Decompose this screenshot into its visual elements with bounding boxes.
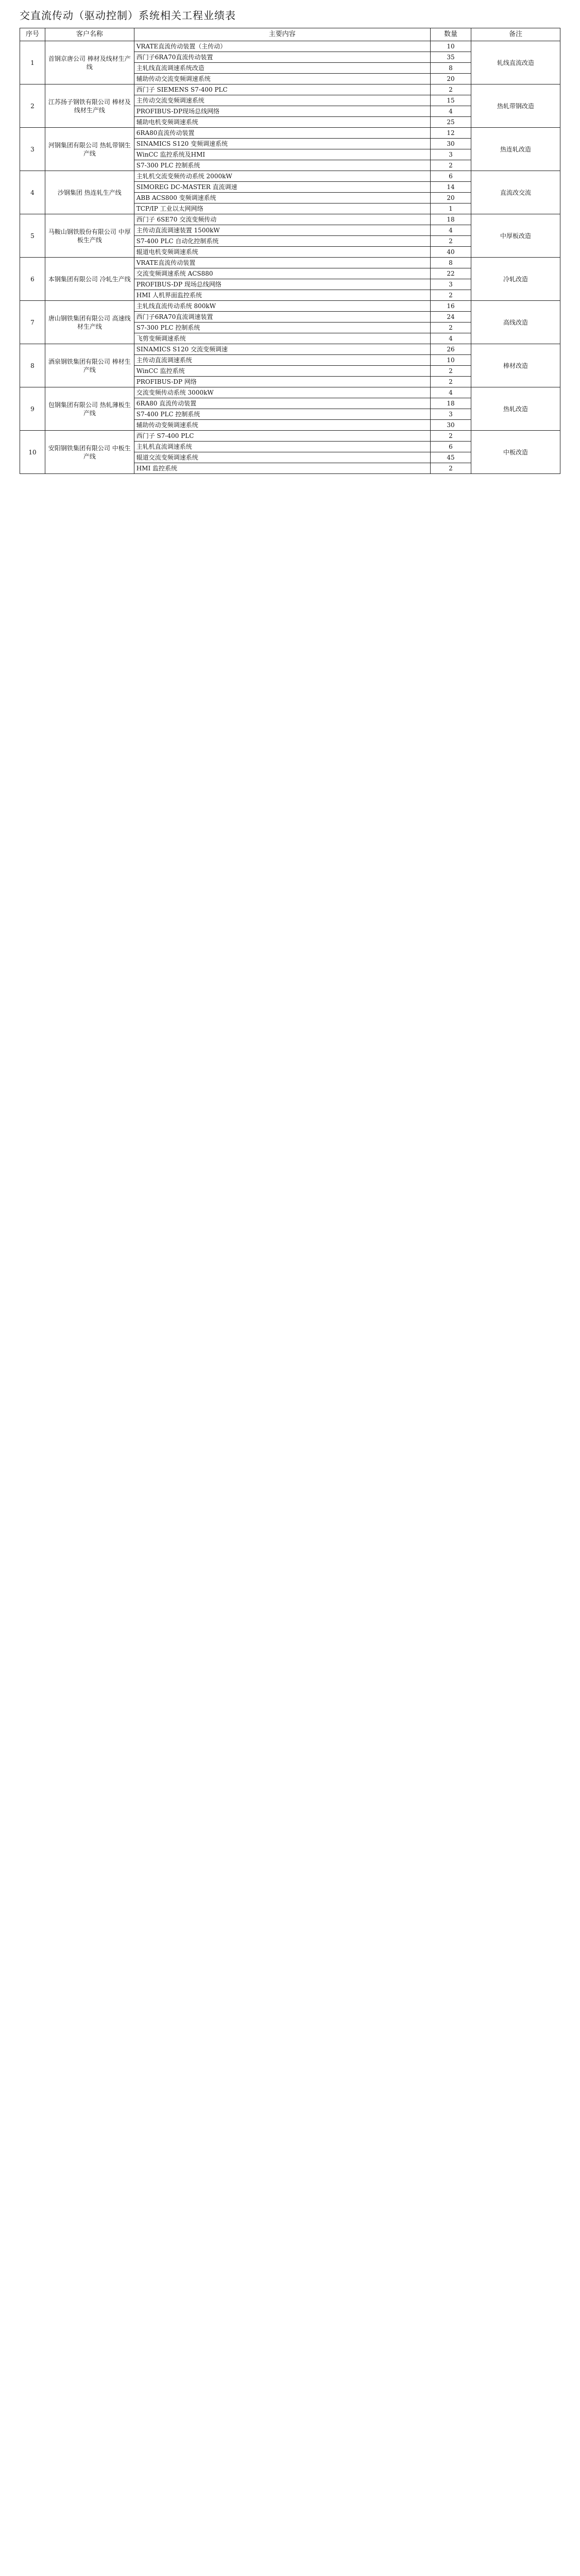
table-header-row	[20, 28, 560, 41]
note-cell: 直流改交流	[471, 171, 560, 214]
quantity-cell: 4	[430, 225, 471, 236]
content-cell: SINAMICS S120 变频调速系统	[134, 139, 430, 149]
content-cell: HMI 监控系统	[134, 463, 430, 474]
header-no: 序号	[20, 28, 45, 41]
content-cell: 6RA80直流传动装置	[134, 128, 430, 139]
quantity-cell: 14	[430, 182, 471, 193]
content-cell: 辊道交流变频调速系统	[134, 452, 430, 463]
content-cell: 辅助传动变频调速系统	[134, 420, 430, 431]
table-row	[20, 41, 560, 52]
customer-name: 包钢集团有限公司 热轧薄板生产线	[45, 387, 134, 431]
content-cell: 西门子6RA70直流传动装置	[134, 52, 430, 63]
content-cell: VRATE直流传动装置（主传动）	[134, 41, 430, 52]
row-number: 10	[20, 431, 45, 474]
customer-name: 马鞍山钢铁股份有限公司 中厚板生产线	[45, 214, 134, 258]
content-cell: WinCC 监控系统及HMI	[134, 149, 430, 160]
quantity-cell: 2	[430, 366, 471, 377]
quantity-cell: 25	[430, 117, 471, 128]
row-number: 6	[20, 258, 45, 301]
quantity-cell: 12	[430, 128, 471, 139]
quantity-cell: 30	[430, 139, 471, 149]
quantity-cell: 30	[430, 420, 471, 431]
content-cell: VRATE直流传动装置	[134, 258, 430, 268]
content-cell: S7-400 PLC 自动化控制系统	[134, 236, 430, 247]
note-cell: 高线改造	[471, 301, 560, 344]
table-row	[20, 84, 560, 95]
note-cell: 冷轧改造	[471, 258, 560, 301]
quantity-cell: 8	[430, 258, 471, 268]
content-cell: 主传动交流变频调速系统	[134, 95, 430, 106]
quantity-cell: 40	[430, 247, 471, 258]
table-row	[20, 128, 560, 139]
quantity-cell: 3	[430, 149, 471, 160]
quantity-cell: 24	[430, 312, 471, 323]
quantity-cell: 2	[430, 323, 471, 333]
performance-table	[20, 28, 560, 474]
content-cell: 6RA80 直流传动装置	[134, 398, 430, 409]
note-cell: 轧线直流改造	[471, 41, 560, 84]
row-number: 3	[20, 128, 45, 171]
row-number: 5	[20, 214, 45, 258]
quantity-cell: 18	[430, 398, 471, 409]
quantity-cell: 18	[430, 214, 471, 225]
content-cell: PROFIBUS-DP 网络	[134, 377, 430, 387]
table-body	[20, 41, 560, 474]
quantity-cell: 2	[430, 84, 471, 95]
content-cell: 主轧机交流变频传动系统 2000kW	[134, 171, 430, 182]
quantity-cell: 16	[430, 301, 471, 312]
customer-name: 首钢京唐公司 棒材及线材生产线	[45, 41, 134, 84]
note-cell: 热连轧改造	[471, 128, 560, 171]
table-row	[20, 431, 560, 442]
row-number: 4	[20, 171, 45, 214]
table-row	[20, 258, 560, 268]
header-note: 备注	[471, 28, 560, 41]
quantity-cell: 10	[430, 355, 471, 366]
table-row	[20, 214, 560, 225]
page-title: 交直流传动（驱动控制）系统相关工程业绩表	[20, 9, 236, 22]
quantity-cell: 6	[430, 442, 471, 452]
row-number: 1	[20, 41, 45, 84]
row-number: 8	[20, 344, 45, 387]
content-cell: HMI 人机界面监控系统	[134, 290, 430, 301]
note-cell: 热轧改造	[471, 387, 560, 431]
content-cell: 西门子 S7-400 PLC	[134, 431, 430, 442]
quantity-cell: 4	[430, 333, 471, 344]
content-cell: 交流变频调速系统 ACS880	[134, 268, 430, 279]
content-cell: 交流变频传动系统 3000kW	[134, 387, 430, 398]
content-cell: 辅助传动交流变频调速系统	[134, 74, 430, 84]
table-row	[20, 344, 560, 355]
content-cell: 辊道电机变频调速系统	[134, 247, 430, 258]
quantity-cell: 2	[430, 431, 471, 442]
quantity-cell: 26	[430, 344, 471, 355]
quantity-cell: 3	[430, 409, 471, 420]
content-cell: 主传动直流调速系统	[134, 355, 430, 366]
note-cell: 棒材改造	[471, 344, 560, 387]
header-content: 主要内容	[134, 28, 430, 41]
content-cell: 辅助电机变频调速系统	[134, 117, 430, 128]
quantity-cell: 45	[430, 452, 471, 463]
content-cell: S7-300 PLC 控制系统	[134, 160, 430, 171]
content-cell: S7-300 PLC 控制系统	[134, 323, 430, 333]
content-cell: WinCC 监控系统	[134, 366, 430, 377]
note-cell: 热轧带钢改造	[471, 84, 560, 128]
quantity-cell: 2	[430, 290, 471, 301]
customer-name: 唐山钢铁集团有限公司 高速线材生产线	[45, 301, 134, 344]
row-number: 7	[20, 301, 45, 344]
quantity-cell: 35	[430, 52, 471, 63]
quantity-cell: 8	[430, 63, 471, 74]
content-cell: S7-400 PLC 控制系统	[134, 409, 430, 420]
content-cell: SINAMICS S120 交流变频调速	[134, 344, 430, 355]
content-cell: 主传动直流调速装置 1500kW	[134, 225, 430, 236]
quantity-cell: 4	[430, 387, 471, 398]
content-cell: ABB ACS800 变频调速系统	[134, 193, 430, 204]
header-customer: 客户名称	[45, 28, 134, 41]
quantity-cell: 4	[430, 106, 471, 117]
quantity-cell: 20	[430, 74, 471, 84]
content-cell: SIMOREG DC-MASTER 直流调速	[134, 182, 430, 193]
content-cell: PROFIBUS-DP现场总线网络	[134, 106, 430, 117]
quantity-cell: 15	[430, 95, 471, 106]
customer-name: 安阳钢铁集团有限公司 中板生产线	[45, 431, 134, 474]
table-row	[20, 171, 560, 182]
table-row	[20, 387, 560, 398]
content-cell: 西门子 6SE70 交流变频传动	[134, 214, 430, 225]
content-cell: 主轧机直流调速系统	[134, 442, 430, 452]
note-cell: 中板改造	[471, 431, 560, 474]
note-cell: 中厚板改造	[471, 214, 560, 258]
quantity-cell: 3	[430, 279, 471, 290]
customer-name: 沙钢集团 热连轧生产线	[45, 171, 134, 214]
quantity-cell: 2	[430, 463, 471, 474]
quantity-cell: 2	[430, 377, 471, 387]
quantity-cell: 10	[430, 41, 471, 52]
customer-name: 河钢集团有限公司 热轧带钢生产线	[45, 128, 134, 171]
customer-name: 本钢集团有限公司 冷轧生产线	[45, 258, 134, 301]
customer-name: 酒泉钢铁集团有限公司 棒材生产线	[45, 344, 134, 387]
content-cell: PROFIBUS-DP 现场总线网络	[134, 279, 430, 290]
quantity-cell: 1	[430, 204, 471, 214]
quantity-cell: 2	[430, 160, 471, 171]
content-cell: TCP/IP 工业以太网网络	[134, 204, 430, 214]
table-row	[20, 301, 560, 312]
header-quantity: 数量	[430, 28, 471, 41]
content-cell: 主轧线直流调速系统改造	[134, 63, 430, 74]
quantity-cell: 2	[430, 236, 471, 247]
content-cell: 西门子 SIEMENS S7-400 PLC	[134, 84, 430, 95]
customer-name: 江苏扬子钢铁有限公司 棒材及线材生产线	[45, 84, 134, 128]
content-cell: 西门子6RA70直流调速装置	[134, 312, 430, 323]
content-cell: 主轧线直流传动系统 800kW	[134, 301, 430, 312]
content-cell: 飞剪变频调速系统	[134, 333, 430, 344]
row-number: 9	[20, 387, 45, 431]
quantity-cell: 6	[430, 171, 471, 182]
quantity-cell: 22	[430, 268, 471, 279]
row-number: 2	[20, 84, 45, 128]
quantity-cell: 20	[430, 193, 471, 204]
